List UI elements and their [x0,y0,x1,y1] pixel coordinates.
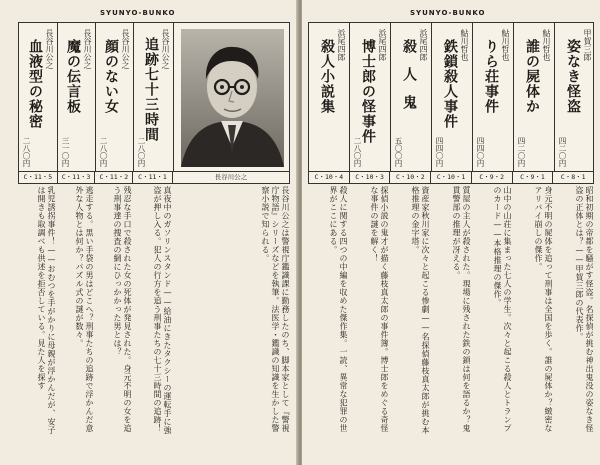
left-descriptions [18,186,290,438]
book-price: 四四〇円 [476,137,485,167]
book-author: 鮎川哲也 [542,29,551,61]
right-page [302,0,600,465]
book-entry [133,23,173,173]
book-title: 顔のない女 [103,39,119,114]
book-entry [19,23,57,173]
book-title: 血液型の秘密 [27,39,43,129]
book-title: 追跡七十三時間 [143,37,159,142]
book-price: 二八〇円 [99,137,108,167]
book-title: 博士郎の怪事件 [360,39,376,144]
left-code-row [18,172,290,184]
book-description: 残忍な手口で殺された女の死体が発見された。身元不明の女を追う刑事達の捜査の網にひっかかった男とは？ [113,186,132,433]
running-head-right: SYUNYO-BUNKO [410,9,486,17]
book-price: 五〇〇円 [394,137,403,167]
book-description: 山中の山荘に集まった七人の学生。次々と起こる殺人とトランプのカード——本格推理の傑作。 [493,186,512,433]
book-entry [349,23,390,173]
book-code: C・11・2 [94,172,132,183]
right-code-row [308,172,594,184]
book-description: 乳児誘拐事件！——おむつを手がかりに母親が浮かんだが、安子は開きも取調べも供述を拒否している。見た人を探す [37,186,56,435]
book-entry [431,23,472,173]
book-title: 魔の伝言板 [65,39,81,114]
book-author: 長谷川公之 [45,29,54,69]
book-price: 二八〇円 [353,137,362,167]
bio-header: 長谷川公之 [172,172,289,183]
book-entry [309,23,349,173]
book-author: 鮎川哲也 [460,29,469,61]
book-author: 長谷川公之 [161,29,170,69]
running-head-left: SYUNYO-BUNKO [100,9,176,17]
author-bio: 長谷川公之は警視庁鑑識課に勤務したのち、脚本家として『警視庁物語』シリーズなどを執筆。法医学・鑑識の知識を生かした警察小説で知られる。 [261,186,290,433]
book-entry [513,23,554,173]
book-author: 長谷川公之 [83,29,92,69]
book-description: 昭和初期の帝都を騒がす怪盗。名探偵が挑む神出鬼没の姿なき怪盗の正体とは？——甲賀三郎の代表作。 [575,186,594,433]
book-author: 浜尾四郎 [378,29,387,61]
author-photo-column [173,23,291,173]
book-price: 二八〇円 [137,137,146,167]
book-title: 鉄鎖殺人事件 [442,39,458,129]
book-author: 長谷川公之 [121,29,130,69]
left-page [0,0,298,465]
left-listing-box [18,22,290,172]
book-author: 浜尾四郎 [337,29,346,61]
book-title: 殺人鬼 [401,39,417,123]
book-description: 真夜中のガソリンスタンド——給油にきたタクシーの運転手に強盗が押し入る。犯人の行方を追う刑事たちの七十三時間の追跡！ [153,186,172,435]
book-title: 誰の屍体か [524,39,540,114]
book-code: C・11・5 [23,173,53,181]
book-description: 資産家秋川家に次々と起こる惨劇——名探偵藤枝真太郎が挑む本格推理の金字塔。 [411,186,430,435]
book-code: C・10・2 [389,172,430,183]
book-entry [57,23,95,173]
book-description: 逃走する。黒い手袋の男はどこへ？刑事たちの追跡で浮かんだ意外な人物とは何か？パズル式の謎が数々。 [75,186,94,433]
book-entry [390,23,431,173]
book-code: C・8・1 [552,172,593,183]
book-code: C・10・3 [349,172,390,183]
book-title: りら荘事件 [483,39,499,114]
book-code: C・11・1 [132,172,172,183]
book-price: 四二〇円 [558,137,567,167]
book-title: 殺人小説集 [319,39,335,114]
book-entry [554,23,595,173]
book-author: 甲賀三郎 [583,29,592,61]
book-author: 鮎川哲也 [501,29,510,61]
book-author: 浜尾四郎 [419,29,428,61]
book-description: 身元不明の屍体を追って刑事は全国を歩く。誰の屍体か？緻密なアリバイ崩しの傑作。 [534,186,553,433]
book-price: 四二〇円 [517,137,526,167]
author-photo [181,29,284,167]
book-entry [95,23,133,173]
book-title: 姿なき怪盗 [565,39,581,114]
book-entry [472,23,513,173]
book-description: 質屋の主人が殺された。現場に残された鉄の鎖は何を語るか？鬼貫警部の推理が冴える。 [452,186,471,433]
book-code: C・10・1 [430,172,471,183]
book-description: 探偵小説の鬼才が描く藤枝真太郎の事件簿。博士郎をめぐる奇怪な事件の謎を解く！ [370,186,389,433]
book-code: C・11・3 [57,172,95,183]
book-price: 四四〇円 [435,137,444,167]
book-code: C・10・4 [314,173,344,181]
book-price: 三一〇円 [61,137,70,167]
book-description: 殺人に関する四つの中編を収めた傑作集。一読、異常な犯罪の世界がここにある。 [329,186,348,433]
book-price: 二八〇円 [22,137,31,167]
book-code: C・9・2 [471,172,512,183]
book-code: C・9・1 [512,172,553,183]
right-descriptions [308,186,594,438]
right-listing-box [308,22,594,172]
